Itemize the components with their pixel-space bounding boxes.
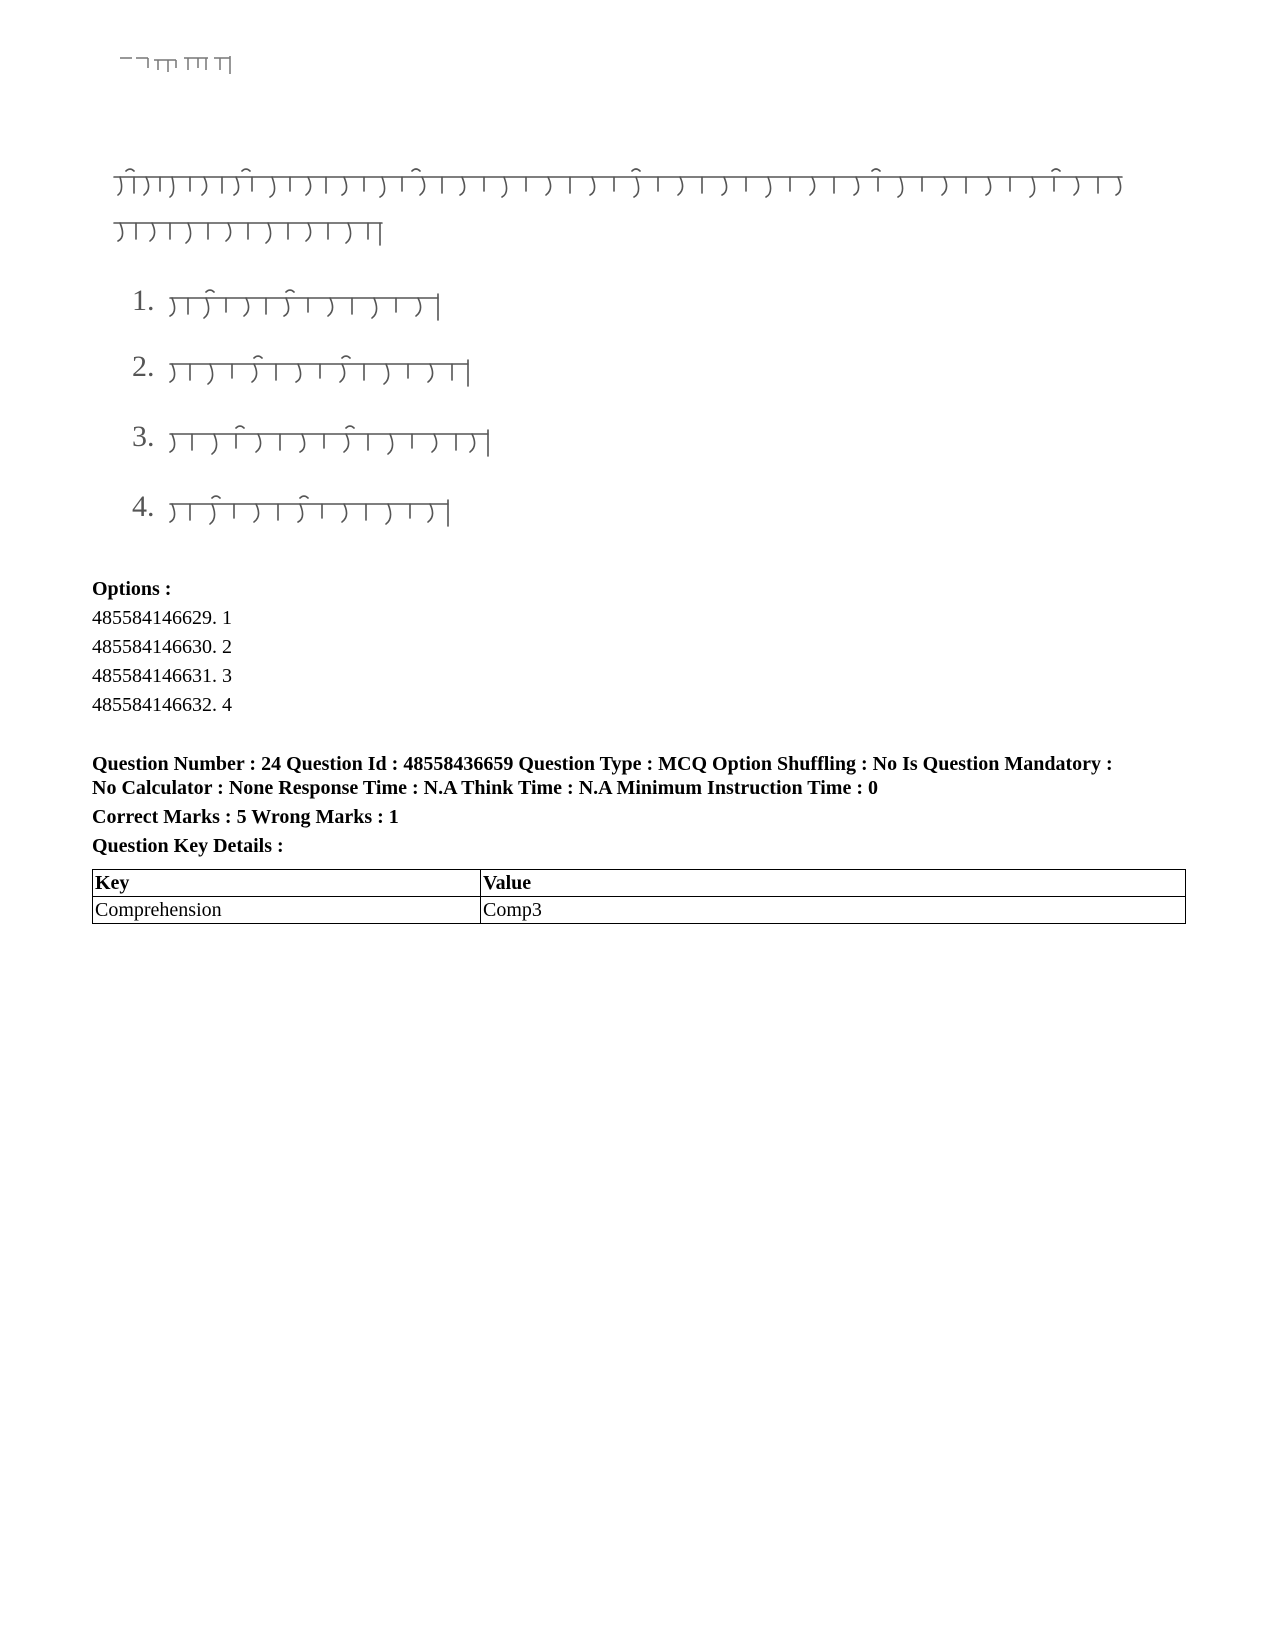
marks-line: Correct Marks : 5 Wrong Marks : 1 (92, 806, 399, 828)
key-details-table (92, 869, 1186, 924)
question-meta-line-2: No Calculator : None Response Time : N.A Think Time : N.A Minimum Instruction Time : 0 (92, 777, 878, 799)
scanned-option-1 (132, 282, 492, 326)
table-row (93, 897, 1186, 924)
scanned-option-glyphs (166, 350, 476, 390)
scanned-option-number: 4. (132, 490, 155, 523)
option-item-1: 485584146629. 1 (92, 607, 232, 629)
scanned-option-glyphs (166, 284, 446, 324)
table-header-value: Value (481, 870, 1186, 897)
scanned-text-fragment (118, 52, 236, 76)
scanned-option-glyphs (166, 490, 456, 530)
table-cell-value: Comp3 (481, 897, 1186, 924)
table-header-key: Key (93, 870, 481, 897)
scanned-option-2 (132, 348, 492, 392)
option-item-2: 485584146630. 2 (92, 636, 232, 658)
scanned-option-4 (132, 488, 492, 532)
option-item-3: 485584146631. 3 (92, 665, 232, 687)
scanned-option-3 (132, 418, 492, 462)
scanned-option-number: 1. (132, 284, 155, 317)
question-meta-line-1: Question Number : 24 Question Id : 48558436659 Question Type : MCQ Option Shuffling : No Is Question Mandatory : (92, 753, 1113, 775)
table-header-row (93, 870, 1186, 897)
option-item-4: 485584146632. 4 (92, 694, 232, 716)
options-label: Options : (92, 578, 172, 600)
scanned-option-glyphs (166, 420, 496, 460)
table-cell-key: Comprehension (93, 897, 481, 924)
scanned-option-number: 3. (132, 420, 155, 453)
scanned-option-number: 2. (132, 350, 155, 383)
scanned-question-text (112, 165, 1182, 255)
key-details-label: Question Key Details : (92, 835, 284, 857)
